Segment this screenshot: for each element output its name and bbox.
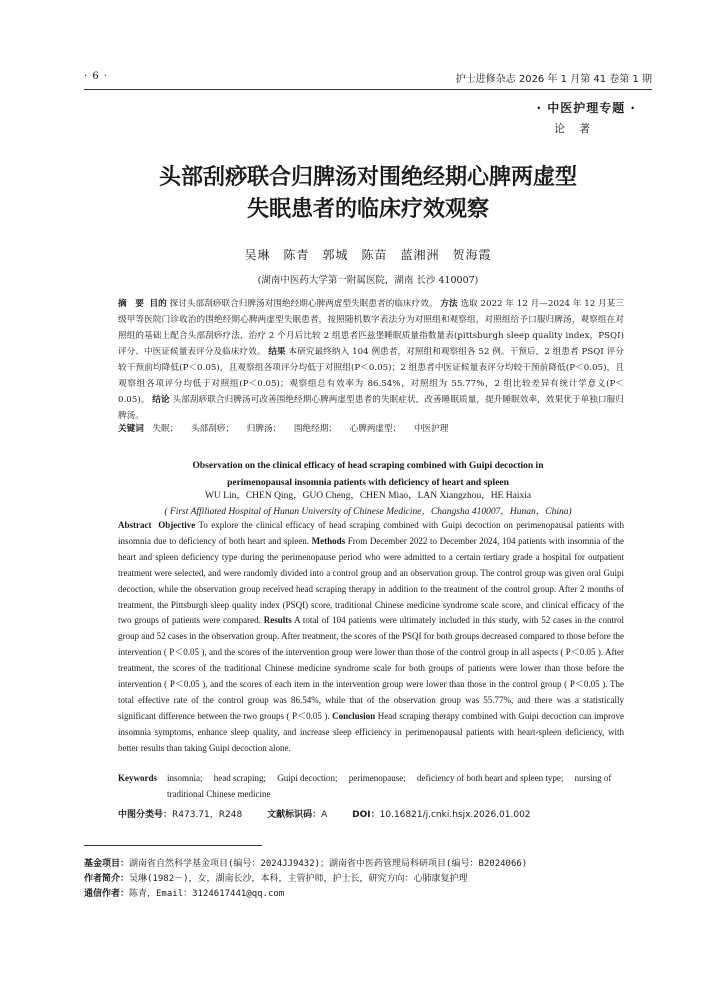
abstract-cn-label: 摘 要 (118, 299, 144, 309)
keywords-en-list (167, 770, 624, 802)
keyword-en: nursing of traditional Chinese medicine (167, 773, 612, 799)
keywords-cn (118, 422, 624, 434)
corresponding-note (84, 887, 652, 902)
conclusion-cn-label: 结论 (152, 395, 170, 405)
column-label: · 中医护理专题 · (536, 101, 636, 115)
objective-en-label: Objective (158, 520, 196, 530)
fund-label: 基金项目： (84, 859, 130, 869)
bio-label: 作者简介： (84, 874, 130, 884)
journal-header: 护士进修杂志 2026 年 1 月第 41 卷第 1 期 (455, 74, 652, 85)
doi-value: 10.16821/j.cnki.hsjx.2026.01.002 (379, 810, 531, 820)
keyword-cn: 归脾汤； (246, 424, 282, 434)
corr-label: 通信作者： (84, 889, 130, 899)
author-list: 吴琳 陈青 郭城 陈苗 蓝湘洲 贺海霞 (244, 248, 492, 262)
english-affiliation: ( First Affiliated Hospital of Hunan University of Chinese Medicine，Changsha 410007，Hunan，China) (164, 507, 572, 517)
keyword-cn: 失眠； (152, 424, 179, 434)
english-authors: WU Lin，CHEN Qing，GUO Cheng，CHEN Miao，LAN Xiangzhou，HE Haixia (204, 491, 532, 501)
article-title-line2: 失眠患者的临床疗效观察 (246, 197, 489, 222)
abstract-en-label: Abstract (118, 520, 152, 530)
keyword-cn: 心脾两虚型； (349, 424, 402, 434)
doc-code-label: 文献标识码： (267, 810, 322, 820)
fund-note (84, 857, 652, 872)
conclusion-cn-text: 头部刮痧联合归脾汤可改善围绝经期心脾两虚型患者的失眠症状，改善睡眠质量，提升睡眠效率，效果优于单独口服归脾汤。 (118, 395, 624, 421)
classification-line (118, 807, 624, 820)
corr-text: 陈青，Email：3124617441@qq.com (129, 889, 285, 899)
keyword-en: insomnia; (167, 773, 203, 783)
methods-en-text: From December 2022 to December 2024, 104 patients with insomnia of the heart and spleen deficiency type during the perimenopause period who were admitted to a certain tertiary grade a hospital for outpatient treatment were selected, and were randomly divided into a control group and an observation group. The control group was given oral Guipi decoction, while the observation group received head scraping therapy in addition to the treatment of the control group. After 2 months of treatment, the Pittsburgh sleep quality index (PSQI) score, traditional Chinese medicine syndrome scale score, and clinical efficacy of the two groups of patients were compared. (118, 535, 625, 626)
keyword-en: Guipi decoction; (277, 773, 338, 783)
doc-code-value: A (321, 810, 328, 820)
fund-text: 湖南省自然科学基金项目(编号：2024JJ9432)；湖南省中医药管理局科研项目(编号：B2024066) (129, 859, 528, 869)
abstract-en (118, 518, 624, 757)
methods-cn-label: 方法 (440, 299, 458, 309)
bio-text: 吴琳(1982－)，女，湖南长沙，本科，主管护师，护士长，研究方向：心肺康复护理 (129, 874, 468, 884)
results-en-text: A total of 104 patients were ultimately included in this study, with 52 cases in the control group and 52 cases in the observation group. After treatment, the scores of the PSQI for both groups decreased compared to those before the intervention ( P＜0.05 ), and the scores of the intervention group were lower than those of the control group in all aspects ( P＜0.05 ). After treatment, the scores of the traditional Chinese medicine syndrome scale for both groups of patients were lower than those before the intervention ( P＜0.05 ), and the scores of each item in the intervention group were lower than those in the control group ( P＜0.05 ). The total effective rate of the control group was 86.54%, while that of the observation group was 55.77%, and there was a statistically significant difference between the two groups ( P＜0.05 ). (118, 615, 625, 721)
conclusion-en-text: Head scraping therapy combined with Guipi decoction can improve insomnia symptoms, enhance sleep quality, and increase sleep efficiency in perimenopausal patients with heart-spleen deficiency, with better results than taking Guipi decoction alone. (118, 710, 624, 753)
keywords-cn-label: 关键词 (118, 424, 144, 434)
keyword-en: deficiency of both heart and spleen type; (416, 773, 564, 783)
page-number: · 6 · (84, 71, 109, 82)
keywords-en (118, 770, 624, 802)
results-cn-text: 本研究最终纳入 104 例患者，对照组和观察组各 52 例。干预后，2 组患者 PSQI 评分较干预前均降低(P＜0.05)，且观察组各项评分均低于对照组(P＜0.05)；2 组患者中医证候量表评分均较干预前降低(P＜0.05)，且观察组各项评分均低于对照组(P＜0.05)；观察组总有效率为 86.54%，对照组为 55.77%，2 组比较差异有统计学意义(P＜0.05)。 (118, 347, 624, 405)
author-bio-note (84, 872, 652, 887)
objective-cn-label: 目的 (149, 299, 167, 309)
methods-cn-text: 选取 2022 年 12 月—2024 年 12 月某三级甲等医院门诊收治的围绝经期心脾两虚型失眠患者，按照随机数字表法分为对照组和观察组，对照组给予口服归脾汤，观察组在对照组的基础上配合头部刮痧疗法，治疗 2 个月后比较 2 组患者匹兹堡睡眠质量指数量表(pittsburgh sleep quality index，PSQI)评分、中医证候量表评分及临床疗效。 (118, 299, 624, 357)
results-cn-label: 结果 (268, 347, 286, 357)
footnotes (84, 857, 652, 902)
doi-label: DOI： (352, 810, 380, 820)
keyword-en: perimenopause; (348, 773, 406, 783)
objective-cn-text: 探讨头部刮痧联合归脾汤对围绝经期心脾两虚型失眠患者的临床疗效。 (169, 299, 438, 309)
clc-value: R473.71，R248 (172, 810, 243, 820)
objective-en-text: To explore the clinical efficacy of head scraping combined with Guipi decoction on perimenopausal patients with insomnia due to deficiency of both heart and spleen. (118, 520, 624, 546)
keyword-cn: 中医护理 (413, 424, 449, 434)
keyword-cn: 头部刮痧； (191, 424, 235, 434)
clc-label: 中图分类号： (118, 810, 173, 820)
methods-en-label: Methods (311, 535, 346, 546)
conclusion-en-label: Conclusion (332, 710, 376, 721)
keyword-en: head scraping; (213, 773, 266, 783)
header-rule (84, 89, 652, 90)
affiliation: (湖南中医药大学第一附属医院，湖南 长沙 410007) (257, 275, 479, 286)
article-title-line1: 头部刮痧联合归脾汤对围绝经期心脾两虚型 (158, 165, 577, 190)
footnote-rule (84, 845, 262, 846)
article-type: 论著 (554, 122, 604, 135)
abstract-cn (118, 296, 624, 424)
english-title-line2: perimenopausal insomnia patients with deficiency of heart and spleen (227, 478, 509, 488)
english-title-line1: Observation on the clinical efficacy of head scraping combined with Guipi decoction in (192, 461, 544, 471)
keywords-en-label: Keywords (118, 773, 157, 783)
results-en-label: Results (263, 615, 292, 626)
article-title (84, 162, 652, 226)
keyword-cn: 围绝经期； (293, 424, 337, 434)
